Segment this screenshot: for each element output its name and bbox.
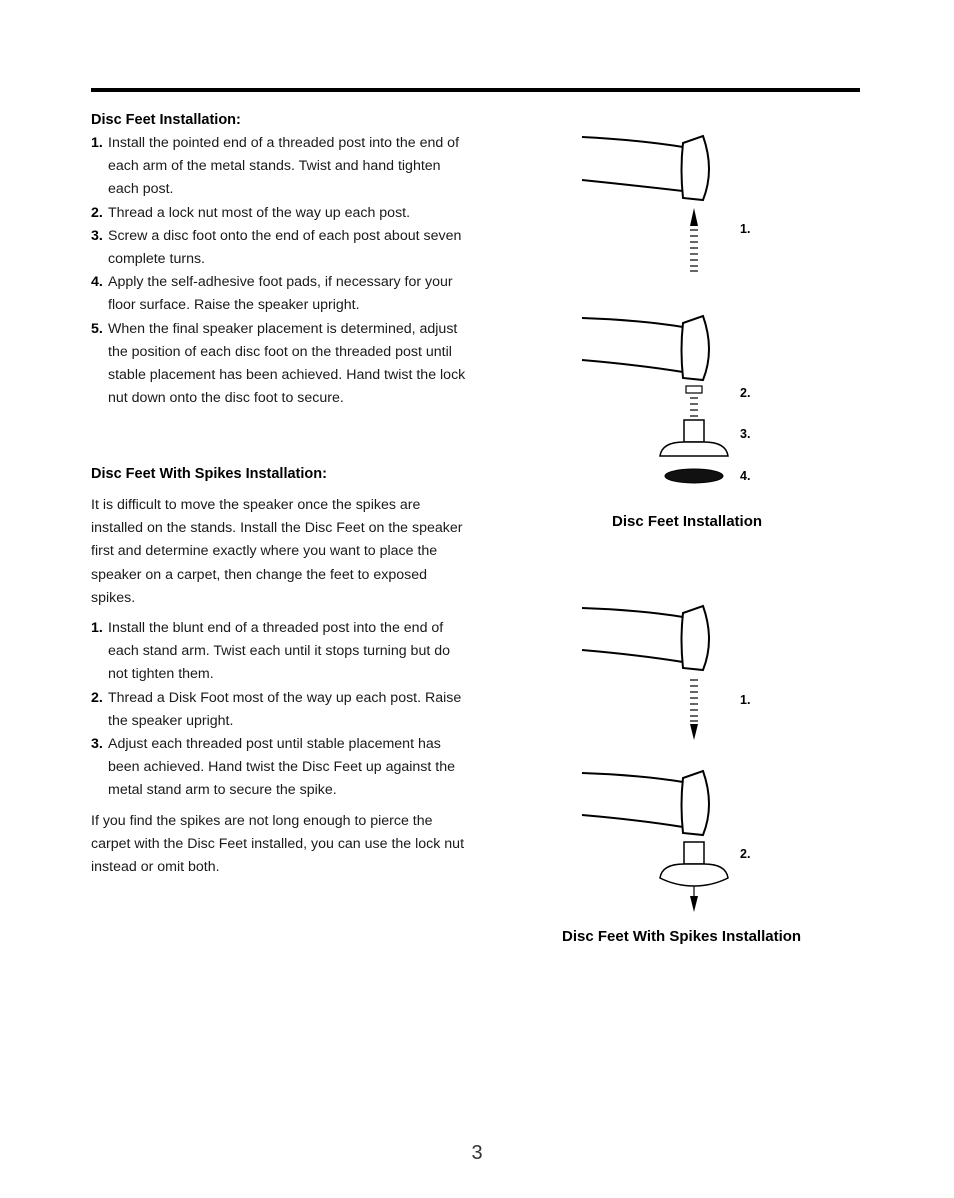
figure-caption: Disc Feet With Spikes Installation xyxy=(562,928,802,945)
fig2-step-label: 2. xyxy=(740,847,751,861)
list-item: 3. Adjust each threaded post until stable placement has been achieved. Hand twist the Disc Feet up against the metal stand arm to secure the spike. xyxy=(91,736,456,799)
page-number: 3 xyxy=(471,1142,483,1164)
fig1-step-label: 4. xyxy=(740,469,751,483)
fig2-step-label: 1. xyxy=(740,693,751,707)
list-item: 3. Screw a disc foot onto the end of each post about seven complete turns. xyxy=(91,227,462,268)
intro-paragraph: It is difficult to move the speaker once the spikes are installed on the stands. Install the Disc Feet on the speaker first and determine exactly where you want to place the speaker on a carpet, then change the feet to exposed spikes. xyxy=(91,497,463,606)
outro-paragraph: If you find the spikes are not long enough to pierce the carpet with the Disc Feet installed, you can use the lock nut instead or omit both. xyxy=(91,812,465,876)
section-disc-feet xyxy=(91,110,471,410)
list-item: 2. Thread a Disk Foot most of the way up each post. Raise the speaker upright. xyxy=(91,689,462,729)
section-title: Disc Feet Installation: xyxy=(91,112,241,128)
steps-list xyxy=(91,617,471,803)
figure-caption: Disc Feet Installation xyxy=(612,513,763,530)
list-item: 1. Install the pointed end of a threaded post into the end of each arm of the metal stands. Twist and hand tighten each post. xyxy=(91,135,460,198)
top-rule xyxy=(91,88,860,92)
list-item: 5. When the final speaker placement is determined, adjust the position of each disc foot on the threaded post until stable placement has been achieved. Hand twist the lock nut down onto the disc foot to secure. xyxy=(91,320,466,407)
fig1-step-label: 2. xyxy=(740,386,751,400)
list-item: 2. Thread a lock nut most of the way up each post. xyxy=(91,204,411,221)
steps-list xyxy=(91,132,471,410)
list-item: 4. Apply the self-adhesive foot pads, if necessary for your floor surface. Raise the speaker upright. xyxy=(91,274,453,314)
fig1-step-label: 3. xyxy=(740,427,751,441)
list-item: 1. Install the blunt end of a threaded post into the end of each stand arm. Twist each until it stops turning but do not tighten them. xyxy=(91,620,451,683)
section-disc-feet-spikes xyxy=(91,464,471,879)
fig1-step-label: 1. xyxy=(740,222,751,236)
section-title: Disc Feet With Spikes Installation: xyxy=(91,466,327,482)
